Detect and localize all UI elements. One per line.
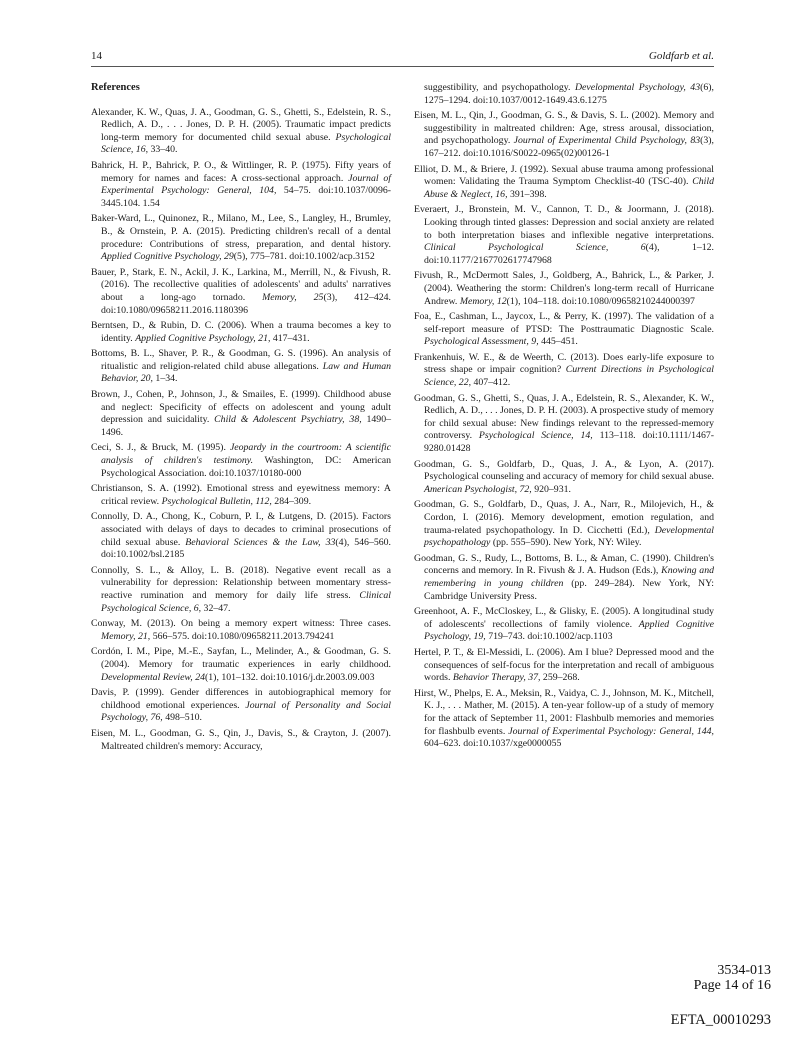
ref-text: 113–118. doi:10.1111/1467-9280.01428 [424, 430, 715, 455]
ref-source: Behavioral Sciences & the Law, 33 [185, 536, 336, 548]
ref-text: Greenhoot, A. F., McCloskey, L., & Glisky, E. (2005). A longitudinal study of adolescents' recollections of family violence. [414, 606, 714, 630]
ref-text: (6), 1275–1294. doi:10.1037/0012-1649.43.6.1275 [424, 82, 714, 106]
ref-source: Memory, 21, [101, 630, 151, 642]
reference-entry [414, 647, 714, 685]
reference-entry [91, 267, 391, 317]
reference-entry [91, 511, 391, 561]
reference-entry [91, 389, 391, 439]
ref-text: 259–268. [540, 672, 580, 684]
ref-source: Applied Cognitive Psychology, 19, [424, 618, 715, 643]
ref-text: 498–510. [162, 712, 202, 724]
reference-entry [91, 442, 391, 480]
ref-text: Goodman, G. S., Ghetti, S., Quas, J. A., Edelstein, R. S., Alexander, K. W., Redlich, A. D., . . . Jones, D. P. H. (2003). A prospective study of memory for child sexual abuse: New findings relevant to the repressed-memory controversy. [414, 392, 714, 442]
ref-text: Goodman, G. S., Goldfarb, D., Quas, J. A., Narr, R., Milojevich, H., & Cordon, I. (2016). Memory development, emotion regulation, and trauma-related psychopathology. In D. Cicchetti (Ed.), [414, 499, 714, 536]
ref-text: 604–623. doi:10.1037/xge0000055 [424, 738, 562, 750]
reference-entry [91, 565, 391, 615]
ref-source: Journal of Experimental Psychology: General, 104, [101, 172, 391, 197]
reference-entry [414, 270, 714, 308]
left-reference-list [91, 107, 391, 754]
ref-text: Bauer, P., Stark, E. N., Ackil, J. K., Larkina, M., Merrill, N., & Fivush, R. (2016). The recollective qualities of adolescents' and adults' narratives about a long-ago tornado. [91, 266, 391, 303]
ref-text: Elliot, D. M., & Briere, J. (1992). Sexual abuse trauma among professional women: Validating the Trauma Symptom Checklist-40 (TSC-40). [414, 163, 714, 188]
ref-text: Davis, P. (1999). Gender differences in autobiographical memory for childhood emotional experiences. [91, 687, 391, 711]
ref-source: Journal of Personality and Social Psychology, 76, [101, 699, 391, 724]
ref-text: 54–75. doi:10.1037/0096-3445.104. 1.54 [101, 185, 392, 209]
ref-text: Hirst, W., Phelps, E. A., Meksin, R., Vaidya, C. J., Johnson, M. K., Mitchell, K. J., . . . Mather, M. (2015). A ten-year follow-up of a study of memory for the attack of September 11, 2001: Flashbulb memories and memories for flashbulb events. [414, 687, 714, 737]
ref-text: (4), 1–12. doi:10.1177/2167702617747968 [424, 242, 714, 266]
ref-source: Psychological Assessment, 9, [424, 336, 539, 348]
right-reference-list [414, 110, 714, 751]
reference-entry [414, 459, 714, 497]
ref-text: (4), 546–560. doi:10.1002/bsl.2185 [101, 536, 391, 561]
ref-source: Developmental psychopathology [424, 524, 714, 549]
reference-entry [414, 352, 714, 390]
page-label: Page 14 of 16 [693, 978, 771, 993]
header-rule [91, 66, 714, 67]
ref-source: Applied Cognitive Psychology, 21, [135, 332, 271, 344]
reference-entry [91, 107, 391, 157]
ref-text: 32–47. [201, 602, 231, 614]
ref-text: Washington, DC: American Psychological Association. doi:10.1037/10180-000 [101, 455, 392, 479]
reference-entry [414, 606, 714, 644]
ref-text: Christianson, S. A. (1992). Emotional stress and eyewitness memory: A critical review. [91, 483, 391, 507]
ref-text: 407–412. [471, 377, 511, 389]
ref-text: Hertel, P. T., & El-Messidi, L. (2006). Am I blue? Depressed mood and the consequences of self-focus for the interpretation and recall of ambiguous words. [414, 646, 714, 684]
ref-text: Foa, E., Cashman, L., Jaycox, L., & Perry, K. (1997). The validation of a self-report measure of PTSD: The Posttraumatic Diagnostic Scale. [414, 311, 714, 335]
ref-text: 920–931. [531, 483, 571, 495]
reference-entry [91, 687, 391, 725]
ref-text: (3), 167–212. doi:10.1016/S0022-0965(02)00126-1 [424, 135, 714, 159]
ref-source: Developmental Review, 24 [101, 671, 206, 683]
reference-entry [414, 110, 714, 160]
ref-text: Berntsen, D., & Rubin, D. C. (2006). When a trauma becomes a key to identity. [91, 320, 391, 344]
ref-text: 1490–1496. [101, 414, 391, 438]
ref-text: Frankenhuis, W. E., & de Weerth, C. (2013). Does early-life exposure to stress shape or impair cognition? [414, 351, 714, 376]
ref-source: Journal of Experimental Child Psychology, 83 [513, 135, 701, 147]
reference-entry [414, 688, 714, 751]
ref-source: Current Directions in Psychological Science, 22, [424, 364, 714, 389]
ref-source: Psychological Science, 14, [478, 430, 593, 442]
ref-text: Baker-Ward, L., Quinonez, R., Milano, M., Lee, S., Langley, H., Brumley, B., & Ornstein, P. A. (2015). Predicting children's recall of a dental procedure: Contributions of stress, preparation, and dental history. [91, 213, 391, 250]
ref-source: Developmental Psychology, 43 [574, 82, 701, 93]
ref-source: Knowing and remembering in young children [424, 565, 715, 589]
reference-continuation [414, 82, 714, 107]
ref-text: Connolly, D. A., Chong, K., Coburn, P. I., & Lutgens, D. (2015). Factors associated with delays of days to decades to criminal prosecutions of child sexual abuse. [91, 511, 391, 548]
ref-text: Cordón, I. M., Pipe, M.-E., Sayfan, L., Melinder, A., & Goodman, G. S. (2004). Memory for traumatic experiences in early childhood. [91, 646, 391, 670]
page-number: 14 [91, 50, 102, 62]
ref-source: Psychological Bulletin, 112, [161, 495, 272, 507]
ref-text: (pp. 555–590). New York, NY: Wiley. [490, 537, 642, 549]
reference-entry [91, 646, 391, 684]
ref-source: Law and Human Behavior, 20, [101, 360, 392, 385]
reference-entry [91, 618, 391, 643]
ref-text: Alexander, K. W., Quas, J. A., Goodman, G. S., Ghetti, S., Edelstein, R. S., Redlich, A. D., . . . Jones, D. P. H. (2005). Traumatic impact predicts long-term memory for documented child sexual abuse. [91, 106, 391, 143]
right-column [414, 82, 714, 754]
reference-entry [91, 728, 391, 753]
ref-text: 1–34. [152, 373, 178, 385]
reference-entry [414, 204, 714, 267]
reference-entry [414, 164, 714, 202]
ref-source: Memory, 12 [459, 295, 507, 307]
ref-source: Journal of Experimental Psychology: General, 144, [508, 725, 714, 737]
reference-entry [414, 499, 714, 549]
ref-source: Memory, 25 [262, 291, 324, 303]
reference-entry [91, 160, 391, 210]
section-title: References [91, 82, 140, 93]
ref-text: Bahrick, H. P., Bahrick, P. O., & Wittlinger, R. P. (1975). Fifty years of memory for names and faces: A cross-sectional approach. [91, 159, 391, 184]
ref-text: 391–398. [507, 188, 547, 200]
ref-source: Jeopardy in the courtroom: A scientific analysis of children's testimony. [101, 442, 391, 467]
ref-text: 284–309. [271, 495, 312, 507]
ref-text: (5), 775–781. doi:10.1002/acp.3152 [233, 251, 375, 263]
doc-id: 3534-013 [717, 963, 771, 978]
ref-text: Conway, M. (2013). On being a memory expert witness: Three cases. [91, 618, 391, 630]
ref-source: Psychological Science, 16, [101, 131, 391, 156]
left-column [91, 82, 391, 756]
ref-source: Child & Adolescent Psychiatry, 38, [214, 414, 362, 426]
reference-entry [414, 553, 714, 603]
running-head: Goldfarb et al. [648, 50, 714, 62]
ref-source: Clinical Psychological Science, 6 [424, 242, 646, 254]
ref-text: 719–743. doi:10.1002/acp.1103 [485, 631, 613, 643]
ref-text: 33–40. [148, 144, 178, 156]
ref-text: (1), 101–132. doi:10.1016/j.dr.2003.09.003 [205, 671, 375, 683]
ref-text: 566–575. doi:10.1080/09658211.2013.794241 [150, 630, 335, 642]
ref-source: Child Abuse & Neglect, 16, [424, 176, 714, 200]
reference-entry [414, 311, 714, 349]
ref-text: (3), 412–424. doi:10.1080/09658211.2016.1180396 [101, 291, 391, 316]
reference-entry [91, 348, 391, 386]
ref-text: (pp. 249–284). New York, NY: Cambridge University Press. [424, 577, 714, 602]
reference-entry [91, 213, 391, 263]
ref-text: Eisen, M. L., Goodman, G. S., Qin, J., Davis, S., & Crayton, J. (2007). Maltreated children's memory: Accuracy, [91, 727, 391, 752]
ref-text: Ceci, S. J., & Bruck, M. (1995). [91, 442, 230, 454]
ref-text: 445–451. [538, 336, 578, 348]
reference-entry [91, 483, 391, 508]
ref-text: suggestibility, and psychopathology. [424, 82, 575, 93]
ref-text: Fivush, R., McDermott Sales, J., Goldberg, A., Bahrick, L., & Parker, J. (2004). Weathering the storm: Children's long-term recall of Hurricane Andrew. [414, 270, 714, 307]
ref-text: Goodman, G. S., Goldfarb, D., Quas, J. A., & Lyon, A. (2017). Psychological counseling and accuracy of memory for child sexual abuse. [414, 458, 715, 483]
ref-text: Bottoms, B. L., Shaver, P. R., & Goodman, G. S. (1996). An analysis of ritualistic and religion-related child abuse allegations. [91, 348, 391, 372]
reference-entry [414, 393, 714, 456]
reference-entry [91, 320, 391, 345]
ref-source: Behavior Therapy, 37, [452, 672, 541, 684]
ref-text: Eisen, M. L., Qin, J., Goodman, G. S., & Davis, S. L. (2002). Memory and suggestibility in maltreated children: Age, stress arousal, dissociation, and psychopathology. [414, 110, 714, 147]
bates-number: EFTA_00010293 [670, 1012, 771, 1028]
ref-text: (1), 104–118. doi:10.1080/09658210244000397 [506, 295, 695, 307]
ref-source: Clinical Psychological Science, 6, [101, 589, 391, 614]
ref-source: Applied Cognitive Psychology, 29 [101, 251, 234, 263]
ref-text: Everaert, J., Bronstein, M. V., Cannon, T. D., & Joormann, J. (2018). Looking through tinted glasses: Depression and social anxiety are related to both interpretation biases and inflexible negative interpretations. [414, 204, 714, 241]
ref-text: Brown, J., Cohen, P., Johnson, J., & Smailes, E. (1999). Childhood abuse and neglect: Specificity of effects on adolescent and young adult depression and suicidality. [91, 389, 391, 426]
ref-text: Goodman, G. S., Rudy, L., Bottoms, B. L., & Aman, C. (1990). Children's concerns and memory. In R. Fivush & J. A. Hudson (Eds.), [414, 552, 714, 577]
ref-source: American Psychologist, 72, [424, 483, 532, 495]
ref-text: 417–431. [270, 332, 310, 344]
ref-text: Connolly, S. L., & Alloy, L. B. (2018). Negative event recall as a vulnerability for depression: Relationship between momentary stress-reactive rumination and memory for daily life stress. [91, 564, 391, 601]
